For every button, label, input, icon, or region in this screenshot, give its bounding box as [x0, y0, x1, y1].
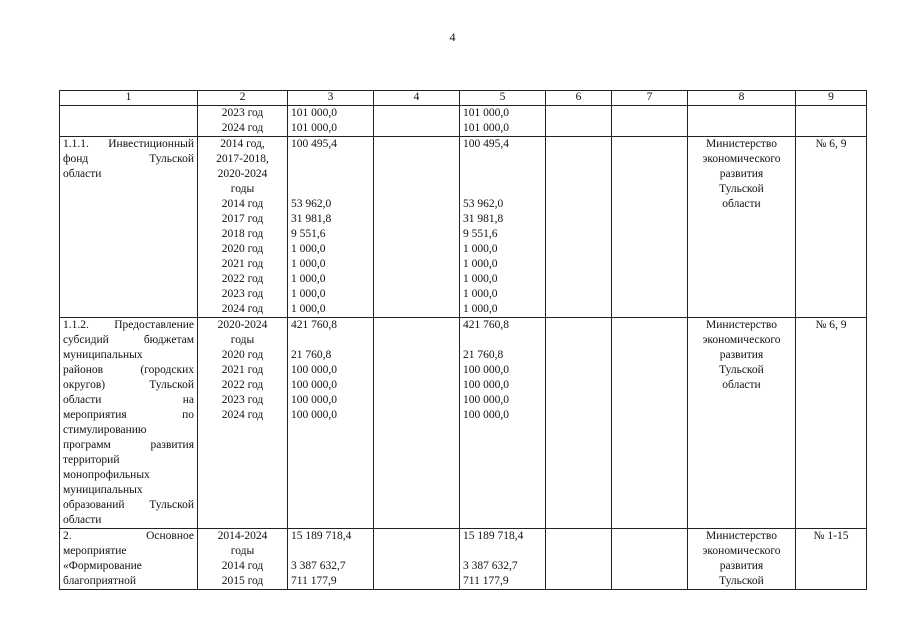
- executor-line: развития: [719, 349, 764, 361]
- period-line: 2020 год: [221, 243, 264, 255]
- cell-period: [198, 106, 288, 137]
- period-line: 2021 год: [221, 258, 264, 270]
- header-cell: 1: [60, 91, 198, 106]
- header-cell: 5: [460, 91, 546, 106]
- amount-line: 53 962,0: [291, 198, 332, 210]
- amount-line: 15 189 718,4: [291, 530, 352, 542]
- amount-line: 100 000,0: [463, 379, 509, 391]
- name-line: районов (городских: [63, 364, 194, 376]
- amount-line: 3 387 632,7: [463, 560, 518, 572]
- cell-col4: [374, 318, 460, 529]
- cell-col4: [374, 137, 460, 318]
- page-number: 4: [449, 30, 456, 44]
- amount-line: 711 177,9: [291, 575, 337, 587]
- cell-col6: [546, 318, 612, 529]
- header-cell: 8: [688, 91, 796, 106]
- amount-line: 9 551,6: [463, 228, 498, 240]
- amount-line: 711 177,9: [463, 575, 509, 587]
- cell-indicators: [796, 529, 867, 590]
- amount-line: 100 000,0: [291, 394, 337, 406]
- indicator-ref: № 6, 9: [815, 319, 847, 331]
- amount-line: 3 387 632,7: [291, 560, 346, 572]
- amount-line: 1 000,0: [463, 258, 498, 270]
- cell-col5: [460, 318, 546, 529]
- period-line: 2024 год: [221, 303, 264, 315]
- amount-line: 100 000,0: [291, 409, 337, 421]
- period-line: 2020 год: [221, 349, 264, 361]
- executor-line: Министерство: [706, 319, 777, 331]
- executor-line: экономического: [702, 334, 781, 346]
- executor-line: Тульской: [719, 575, 764, 587]
- amount-line: [291, 333, 370, 348]
- amount-line: [463, 167, 542, 182]
- amount-line: 31 981,8: [463, 213, 504, 225]
- amount-line: [291, 167, 370, 182]
- cell-col5: [460, 529, 546, 590]
- executor-line: Тульской: [719, 183, 764, 195]
- name-line: округов) Тульской: [63, 379, 194, 391]
- table-row: [60, 318, 867, 529]
- cell-col7: [612, 318, 688, 529]
- executor-line: экономического: [702, 545, 781, 557]
- header-cell: 9: [796, 91, 867, 106]
- period-line: 2014 год,: [220, 138, 265, 150]
- amount-line: 100 000,0: [291, 364, 337, 376]
- table-row: [60, 529, 867, 590]
- period-line: 2021 год: [221, 364, 264, 376]
- cell-period: [198, 529, 288, 590]
- header-cell: 3: [288, 91, 374, 106]
- amount-line: 21 760,8: [463, 349, 504, 361]
- cell-col3: [288, 529, 374, 590]
- amount-line: [291, 544, 370, 559]
- amount-line: 101 000,0: [463, 107, 509, 119]
- amount-line: 1 000,0: [291, 258, 326, 270]
- executor-line: Тульской: [719, 364, 764, 376]
- cell-name: [60, 529, 198, 590]
- amount-line: 100 495,4: [463, 138, 509, 150]
- cell-col7: [612, 529, 688, 590]
- indicator-ref: № 6, 9: [815, 138, 847, 150]
- period-line: 2023 год: [221, 288, 264, 300]
- period-line: 2014-2024: [217, 530, 268, 542]
- header-cell: 6: [546, 91, 612, 106]
- cell-indicators: [796, 318, 867, 529]
- amount-line: 100 000,0: [291, 379, 337, 391]
- cell-period: [198, 137, 288, 318]
- period-line: 2014 год: [221, 560, 264, 572]
- header-cell: 7: [612, 91, 688, 106]
- cell-indicators: [796, 137, 867, 318]
- amount-line: 1 000,0: [291, 243, 326, 255]
- amount-line: 100 495,4: [291, 138, 337, 150]
- name-line: 1.1.1. Инвестиционный: [63, 138, 194, 150]
- header-row: [60, 91, 867, 106]
- cell-col3: [288, 106, 374, 137]
- executor-line: экономического: [702, 153, 781, 165]
- name-line: муниципальных: [63, 349, 143, 361]
- cell-name: [60, 137, 198, 318]
- amount-line: 1 000,0: [463, 303, 498, 315]
- amount-line: 1 000,0: [291, 303, 326, 315]
- period-line: 2024 год: [221, 409, 264, 421]
- amount-line: [463, 544, 542, 559]
- amount-line: 31 981,8: [291, 213, 332, 225]
- amount-line: 421 760,8: [463, 319, 509, 331]
- amount-line: [291, 152, 370, 167]
- amount-line: 421 760,8: [291, 319, 337, 331]
- name-line: области: [63, 514, 102, 526]
- cell-col3: [288, 137, 374, 318]
- executor-line: области: [722, 379, 761, 391]
- name-line: области: [63, 168, 102, 180]
- amount-line: 101 000,0: [291, 107, 337, 119]
- cell-col6: [546, 137, 612, 318]
- period-line: 2015 год: [221, 575, 264, 587]
- period-line: 2020-2024: [217, 168, 268, 180]
- amount-line: 101 000,0: [291, 122, 337, 134]
- cell-executor: [688, 137, 796, 318]
- amount-line: [463, 333, 542, 348]
- amount-line: 101 000,0: [463, 122, 509, 134]
- name-line: фонд Тульской: [63, 153, 194, 165]
- name-line: образований Тульской: [63, 499, 194, 511]
- executor-line: Министерство: [706, 530, 777, 542]
- cell-col4: [374, 106, 460, 137]
- cell-executor: [688, 529, 796, 590]
- period-line: годы: [230, 334, 255, 346]
- cell-col3: [288, 318, 374, 529]
- cell-col5: [460, 137, 546, 318]
- amount-line: 15 189 718,4: [463, 530, 524, 542]
- cell-col6: [546, 529, 612, 590]
- name-line: муниципальных: [63, 484, 143, 496]
- cell-col6: [546, 106, 612, 137]
- name-line: мероприятие: [63, 545, 127, 557]
- cell-name: [60, 106, 198, 137]
- name-line: территорий: [63, 454, 120, 466]
- period-line: 2022 год: [221, 273, 264, 285]
- cell-col4: [374, 529, 460, 590]
- period-line: 2023 год: [221, 107, 264, 119]
- amount-line: 1 000,0: [291, 273, 326, 285]
- period-line: годы: [230, 183, 255, 195]
- cell-name: [60, 318, 198, 529]
- name-line: области на: [63, 394, 194, 406]
- period-line: годы: [230, 545, 255, 557]
- name-line: 2. Основное: [63, 530, 194, 542]
- cell-col7: [612, 137, 688, 318]
- period-line: 2017-2018,: [216, 153, 269, 165]
- amount-line: [291, 182, 370, 197]
- period-line: 2023 год: [221, 394, 264, 406]
- executor-line: развития: [719, 168, 764, 180]
- amount-line: 1 000,0: [291, 288, 326, 300]
- period-line: 2017 год: [221, 213, 264, 225]
- period-line: 2022 год: [221, 379, 264, 391]
- header-cell: 4: [374, 91, 460, 106]
- period-line: 2024 год: [221, 122, 264, 134]
- name-line: программ развития: [63, 439, 194, 451]
- name-line: 1.1.2. Предоставление: [63, 319, 194, 331]
- program-table: [59, 90, 867, 590]
- indicator-ref: № 1-15: [813, 530, 849, 542]
- cell-col5: [460, 106, 546, 137]
- cell-executor: [688, 318, 796, 529]
- amount-line: 100 000,0: [463, 409, 509, 421]
- name-line: мероприятия по: [63, 409, 194, 421]
- name-line: «Формирование: [63, 560, 142, 572]
- table-row: [60, 137, 867, 318]
- name-line: монопрофильных: [63, 469, 150, 481]
- executor-line: области: [722, 198, 761, 210]
- amount-line: 100 000,0: [463, 394, 509, 406]
- amount-line: 53 962,0: [463, 198, 504, 210]
- period-line: 2020-2024: [217, 319, 268, 331]
- table-row: [60, 106, 867, 137]
- cell-col7: [612, 106, 688, 137]
- name-line: стимулированию: [63, 424, 147, 436]
- amount-line: [463, 182, 542, 197]
- amount-line: 9 551,6: [291, 228, 326, 240]
- executor-line: развития: [719, 560, 764, 572]
- name-line: благоприятной: [63, 575, 137, 587]
- amount-line: 1 000,0: [463, 273, 498, 285]
- amount-line: 1 000,0: [463, 243, 498, 255]
- amount-line: 21 760,8: [291, 349, 332, 361]
- cell-executor: [688, 106, 796, 137]
- amount-line: [463, 152, 542, 167]
- cell-indicators: [796, 106, 867, 137]
- header-cell: 2: [198, 91, 288, 106]
- cell-period: [198, 318, 288, 529]
- period-line: 2014 год: [221, 198, 264, 210]
- amount-line: 1 000,0: [463, 288, 498, 300]
- executor-line: Министерство: [706, 138, 777, 150]
- period-line: 2018 год: [221, 228, 264, 240]
- amount-line: 100 000,0: [463, 364, 509, 376]
- name-line: субсидий бюджетам: [63, 334, 194, 346]
